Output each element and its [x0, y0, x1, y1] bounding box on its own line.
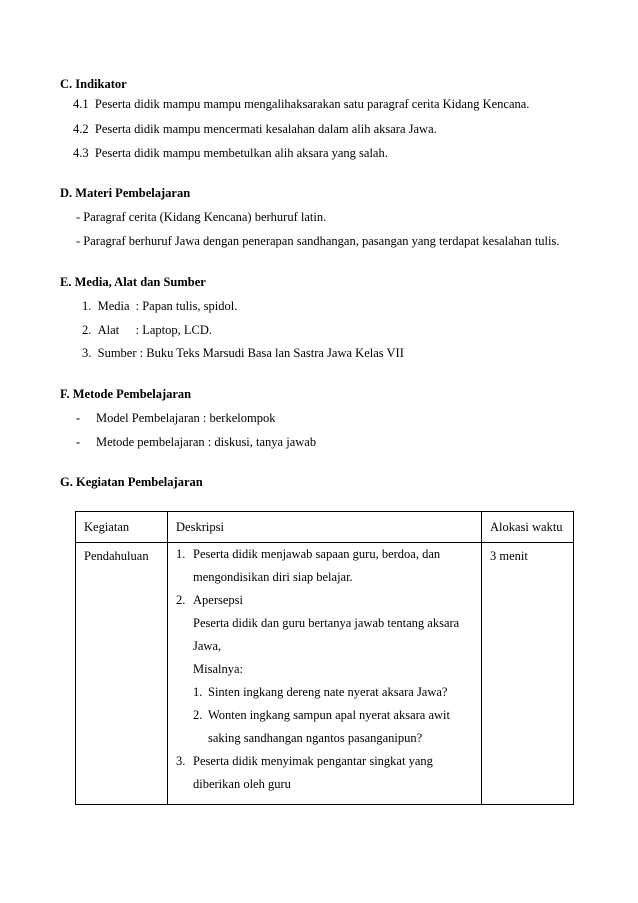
indikator-item-text: Peserta didik mampu mencermati kesalahan dalam alih aksara Jawa.: [94, 122, 437, 136]
table-header-cell: Kegiatan: [76, 512, 168, 543]
deskripsi-line: [176, 773, 477, 796]
deskripsi-text: Sinten ingkang dereng nate nyerat aksara Jawa?: [208, 685, 448, 699]
metode-item: [76, 434, 316, 450]
metode-bullet: -: [76, 435, 81, 449]
media-item: [82, 345, 404, 361]
deskripsi-num: 3.: [176, 754, 186, 768]
deskripsi-text: Peserta didik menjawab sapaan guru, berdoa, dan: [193, 547, 441, 561]
section-title-metode: F. Metode Pembelajaran: [60, 387, 192, 401]
deskripsi-text: Peserta didik dan guru bertanya jawab tentang aksara: [193, 616, 460, 630]
media-item-text: : Buku Teks Marsudi Basa lan Sastra Jawa Kelas VII: [139, 346, 404, 360]
indikator-item-num: 4.2: [73, 122, 89, 136]
materi-item: - Paragraf berhuruf Jawa dengan penerapan sandhangan, pasangan yang terdapat kesalahan tulis.: [76, 234, 560, 248]
metode-text: Metode pembelajaran : diskusi, tanya jawab: [96, 435, 317, 449]
deskripsi-num: 1.: [176, 547, 186, 561]
deskripsi-line: [176, 635, 477, 658]
media-item-text: : Papan tulis, spidol.: [135, 299, 238, 313]
media-item-label: Sumber: [97, 346, 137, 360]
deskripsi-text: Peserta didik menyimak pengantar singkat yang: [193, 754, 433, 768]
media-item-label: Media: [97, 299, 130, 313]
indikator-item-text: Peserta didik mampu membetulkan alih aksara yang salah.: [94, 146, 388, 160]
indikator-item-num: 4.3: [73, 146, 89, 160]
deskripsi-text: mengondisikan diri siap belajar.: [193, 570, 353, 584]
indikator-item-text: Peserta didik mampu mampu mengalihaksarakan satu paragraf cerita Kidang Kencana.: [94, 97, 530, 111]
indikator-item-num: 4.1: [73, 97, 89, 111]
deskripsi-text: Wonten ingkang sampun apal nyerat aksara awit: [208, 708, 450, 722]
section-title-media: E. Media, Alat dan Sumber: [60, 275, 206, 289]
media-item: [82, 298, 237, 314]
kegiatan-table: [75, 511, 574, 805]
metode-bullet: -: [76, 411, 81, 425]
table-header-cell: Deskripsi: [168, 512, 482, 543]
deskripsi-line: [176, 612, 477, 635]
deskripsi-line: [176, 704, 477, 727]
deskripsi-line: [176, 750, 477, 773]
deskripsi-subnum: 2.: [193, 708, 203, 722]
deskripsi-text: Misalnya:: [193, 662, 243, 676]
deskripsi-line: [176, 543, 477, 566]
deskripsi-text: Jawa,: [193, 639, 222, 653]
section-title-kegiatan: G. Kegiatan Pembelajaran: [60, 475, 203, 489]
deskripsi-line: [176, 658, 477, 681]
table-cell-kegiatan: Pendahuluan: [76, 543, 168, 805]
table-header-cell: Alokasi waktu: [482, 512, 574, 543]
deskripsi-text: saking sandhangan ngantos pasanganipun?: [208, 731, 423, 745]
indikator-item: [73, 121, 437, 137]
indikator-item: [73, 96, 529, 112]
deskripsi-line: [176, 589, 477, 612]
materi-item: - Paragraf cerita (Kidang Kencana) berhuruf latin.: [76, 210, 327, 224]
media-item-num: 2.: [82, 323, 92, 337]
media-item-num: 1.: [82, 299, 92, 313]
metode-item: [76, 410, 275, 426]
deskripsi-line: [176, 566, 477, 589]
deskripsi-text: Apersepsi: [193, 593, 243, 607]
media-item-num: 3.: [82, 346, 92, 360]
deskripsi-line: [176, 681, 477, 704]
deskripsi-subnum: 1.: [193, 685, 203, 699]
table-cell-deskripsi: [168, 543, 482, 805]
media-item-text: : Laptop, LCD.: [135, 323, 213, 337]
section-title-materi: D. Materi Pembelajaran: [60, 186, 191, 200]
deskripsi-text: diberikan oleh guru: [193, 777, 291, 791]
indikator-item: [73, 145, 388, 161]
table-row: [76, 543, 574, 805]
section-title-indikator: C. Indikator: [60, 77, 127, 91]
table-cell-waktu: 3 menit: [482, 543, 574, 805]
media-item-label: Alat: [97, 323, 120, 337]
media-item: [82, 322, 212, 338]
deskripsi-list: [176, 543, 477, 796]
deskripsi-num: 2.: [176, 593, 186, 607]
table-header-row: [76, 512, 574, 543]
metode-text: Model Pembelajaran : berkelompok: [96, 411, 276, 425]
deskripsi-line: [176, 727, 477, 750]
